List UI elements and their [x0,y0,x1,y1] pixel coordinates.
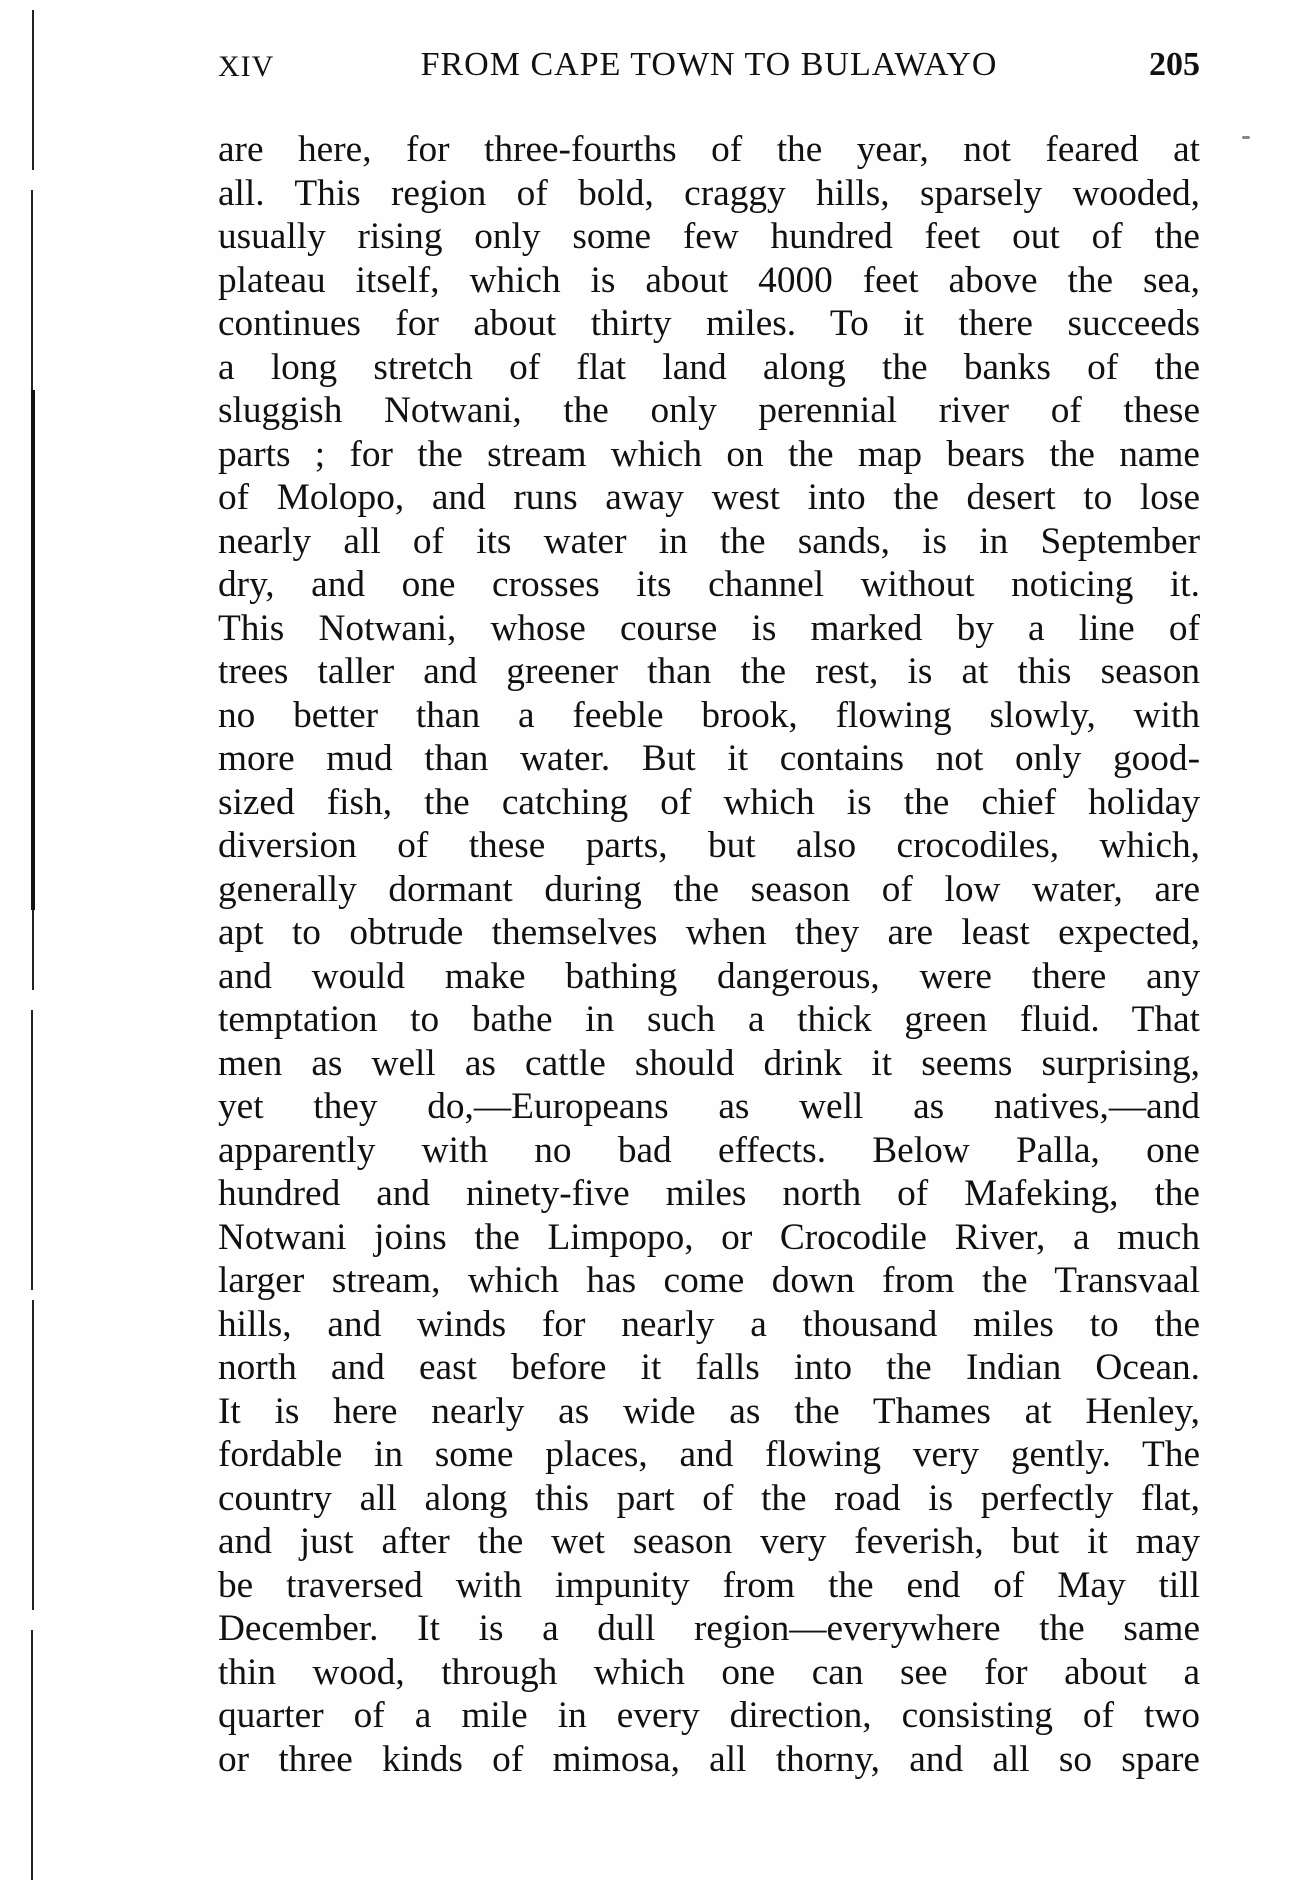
text-line: no better than a feeble brook, flowing slowly, with [218,694,1200,736]
text-line: continues for about thirty miles. To it there succeeds [218,303,1200,344]
text-line: diversion of these parts, but also crocodiles, which, [218,825,1200,866]
text-line: apt to obtrude themselves when they are least expected, [218,912,1200,953]
text-line: sluggish Notwani, the only perennial river of these [218,390,1200,431]
text-line: sized fish, the catching of which is the chief holiday [218,781,1200,823]
text-line: dry, and one crosses its channel without noticing it. [218,564,1200,605]
text-line: and just after the wet season very feverish, but it may [218,1521,1200,1562]
text-line: more mud than water. But it contains not only good- [218,738,1200,779]
text-line: thin wood, through which one can see for about a [218,1651,1200,1693]
text-line: quarter of a mile in every direction, consisting of two [218,1695,1200,1736]
ink-speck [1242,136,1250,139]
text-line: parts ; for the stream which on the map bears the name [218,433,1200,475]
text-line: It is here nearly as wide as the Thames at Henley, [218,1390,1200,1432]
text-line: hills, and winds for nearly a thousand miles to the [218,1303,1200,1345]
running-title: FROM CAPE TOWN TO BULAWAYO [420,46,998,83]
text-line: men as well as cattle should drink it seems surprising, [218,1042,1200,1084]
text-line: yet they do,—Europeans as well as natives,—and [218,1086,1200,1127]
chapter-number: XIV [218,50,275,83]
text-line: and would make bathing dangerous, were there any [218,955,1200,997]
text-line: all. This region of bold, craggy hills, sparsely wooded, [218,172,1200,214]
text-line: apparently with no bad effects. Below Palla, one [218,1129,1200,1171]
text-line: of Molopo, and runs away west into the desert to lose [218,477,1200,518]
text-line: trees taller and greener than the rest, is at this season [218,651,1200,692]
text-line: generally dormant during the season of low water, are [218,868,1200,910]
text-line: or three kinds of mimosa, all thorny, and all so spare [218,1738,1200,1780]
text-line: fordable in some places, and flowing very gently. The [218,1434,1200,1475]
page-number: 205 [1149,46,1200,83]
body-text [218,128,1200,1781]
text-line: hundred and ninety-five miles north of Mafeking, the [218,1173,1200,1214]
text-line: Notwani joins the Limpopo, or Crocodile River, a much [218,1216,1200,1258]
text-line: nearly all of its water in the sands, is in September [218,520,1200,562]
text-line: be traversed with impunity from the end of May till [218,1564,1200,1606]
text-line: country all along this part of the road is perfectly flat, [218,1477,1200,1519]
text-line: plateau itself, which is about 4000 feet above the sea, [218,259,1200,301]
text-line: This Notwani, whose course is marked by a line of [218,607,1200,649]
text-line: are here, for three-fourths of the year, not feared at [218,129,1200,170]
text-line: temptation to bathe in such a thick green fluid. That [218,999,1200,1040]
text-line: a long stretch of flat land along the banks of the [218,346,1200,388]
text-line: north and east before it falls into the Indian Ocean. [218,1347,1200,1388]
text-line: usually rising only some few hundred feet out of the [218,216,1200,257]
text-line: larger stream, which has come down from the Transvaal [218,1260,1200,1301]
text-line: December. It is a dull region—everywhere the same [218,1608,1200,1649]
binding-edge-decoration [30,10,36,1880]
running-header [218,44,1200,94]
